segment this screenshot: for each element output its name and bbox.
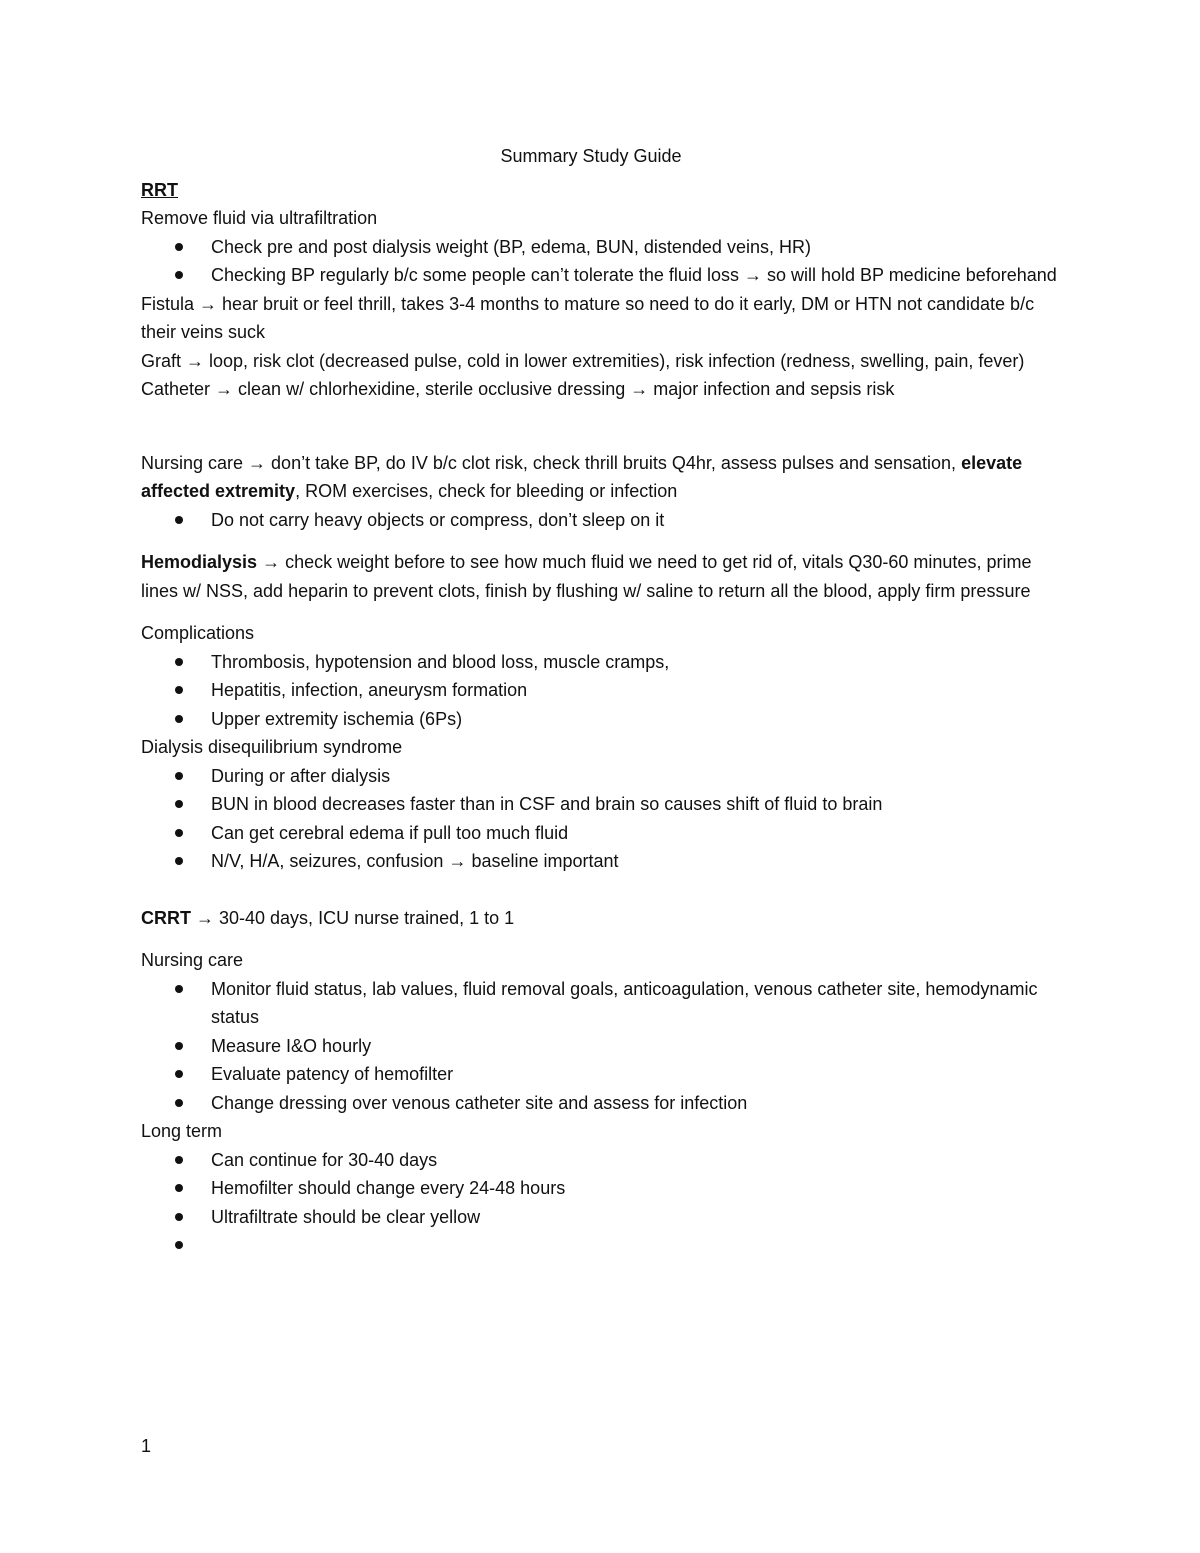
crrt-text: → 30-40 days, ICU nurse trained, 1 to 1 (191, 907, 515, 928)
long-term-bullet-list (141, 1146, 1061, 1260)
complications-bullet-list (141, 648, 1061, 734)
document-body (141, 142, 1061, 1260)
list-item: Hemofilter should change every 24-48 hours (141, 1174, 1061, 1203)
list-item: Monitor fluid status, lab values, fluid removal goals, anticoagulation, venous catheter site, hemodynamic status (141, 975, 1061, 1032)
list-item: Do not carry heavy objects or compress, don’t sleep on it (141, 506, 1061, 535)
list-item: Evaluate patency of hemofilter (141, 1060, 1061, 1089)
crrt-bold: CRRT (141, 907, 191, 928)
rrt-heading-text: RRT (141, 179, 178, 200)
list-item: Can continue for 30-40 days (141, 1146, 1061, 1175)
list-item: During or after dialysis (141, 762, 1061, 791)
nursing-care-text-start: Nursing care → don’t take BP, do IV b/c clot risk, check thrill bruits Q4hr, assess pulses and sensation, (141, 452, 962, 473)
complications-heading: Complications (141, 623, 255, 643)
list-item: Checking BP regularly b/c some people can’t tolerate the fluid loss → so will hold BP medicine beforehand (141, 261, 1061, 290)
list-item: Change dressing over venous catheter site and assess for infection (141, 1089, 1061, 1118)
list-item: N/V, H/A, seizures, confusion → baseline important (141, 847, 1061, 876)
catheter-paragraph: Catheter → clean w/ chlorhexidine, sterile occlusive dressing → major infection and sepsis risk (141, 379, 895, 399)
list-item: Can get cerebral edema if pull too much fluid (141, 819, 1061, 848)
hemodialysis-text: → check weight before to see how much fluid we need to get rid of, vitals Q30-60 minutes, prime lines w/ NSS, add heparin to prevent clots, finish by flushing w/ saline to return all the blood, apply firm pressure (141, 552, 1032, 601)
nursing-care-bold: elevate affected extremity (141, 452, 1023, 501)
rrt-line: Remove fluid via ultrafiltration (141, 208, 378, 228)
list-item: Measure I&O hourly (141, 1032, 1061, 1061)
nursing-care-paragraph (141, 449, 1061, 506)
list-item-empty (141, 1231, 1061, 1260)
nursing-care-2-bullet-list (141, 975, 1061, 1118)
disequilibrium-heading: Dialysis disequilibrium syndrome (141, 737, 403, 757)
nursing-care-text-end: , ROM exercises, check for bleeding or infection (295, 481, 678, 501)
hemodialysis-paragraph (141, 548, 1061, 605)
nursing-care-2-heading: Nursing care (141, 950, 244, 970)
long-term-heading: Long term (141, 1121, 223, 1141)
rrt-bullet-list (141, 233, 1061, 290)
document-title: Summary Study Guide (500, 146, 682, 166)
graft-paragraph: Graft → loop, risk clot (decreased pulse, cold in lower extremities), risk infection (redness, swelling, pain, fever) (141, 350, 1025, 371)
fistula-paragraph: Fistula → hear bruit or feel thrill, takes 3-4 months to mature so need to do it early, DM or HTN not candidate b/c their veins suck (141, 293, 1035, 342)
list-item: Hepatitis, infection, aneurysm formation (141, 676, 1061, 705)
list-item: Thrombosis, hypotension and blood loss, muscle cramps, (141, 648, 1061, 677)
hemodialysis-bold: Hemodialysis (141, 552, 258, 572)
list-item: Check pre and post dialysis weight (BP, edema, BUN, distended veins, HR) (141, 233, 1061, 262)
nursing-care-bullet-list (141, 506, 1061, 535)
list-item: Upper extremity ischemia (6Ps) (141, 705, 1061, 734)
crrt-paragraph (141, 904, 1061, 933)
list-item: Ultrafiltrate should be clear yellow (141, 1203, 1061, 1232)
list-item: BUN in blood decreases faster than in CSF and brain so causes shift of fluid to brain (141, 790, 1061, 819)
disequilibrium-bullet-list (141, 762, 1061, 876)
rrt-heading (141, 176, 1061, 205)
page-number: 1 (141, 1436, 152, 1456)
